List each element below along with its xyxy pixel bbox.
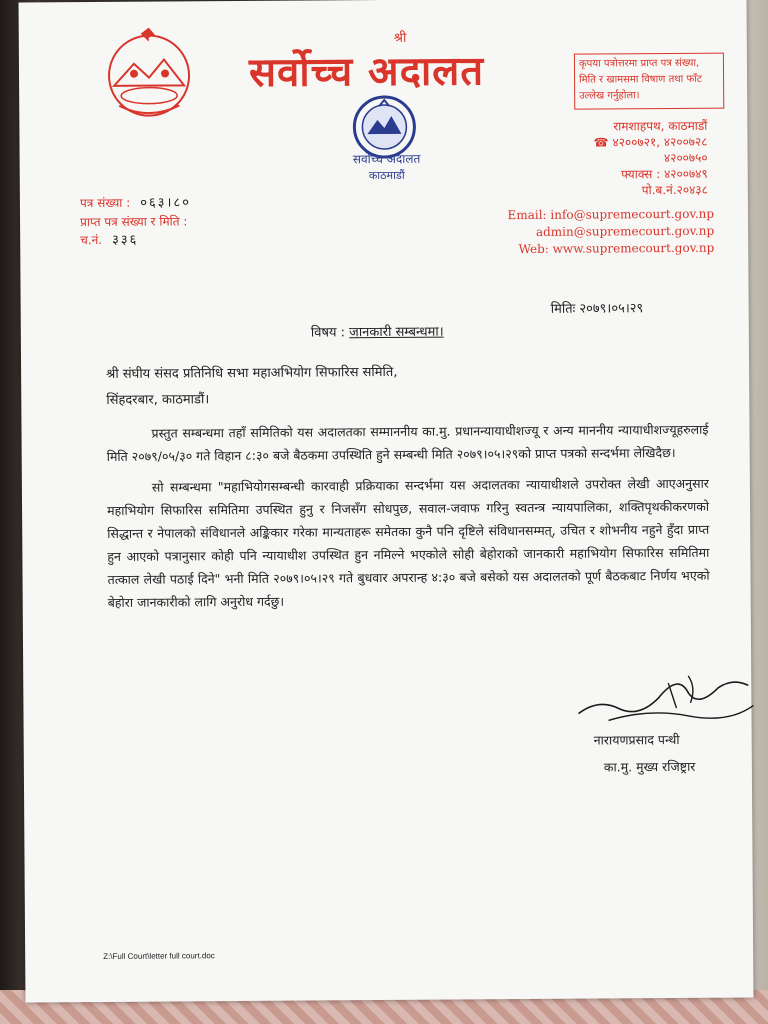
reference-block (80, 193, 191, 250)
paragraph-2: सो सम्बन्धमा "महाभियोगसम्बन्धी कारवाही प्रक्रियाका सन्दर्भमा यस अदालतका न्यायाधीशले उपरोक्त लेखी आएअनुसार महाभियोग सिफारिस समितिमा उपस्थित हुनु र निजसँग सोधपुछ, सवाल-जवाफ गरिनु स्वतन्त्र न्यायपालिका, शक्तिपृथकीकरणको सिद्धान्त र नेपालको संविधानले अङ्किकार गरेका मान्यताहरू समेतका कुनै पनि दृष्टिले संविधानसम्मत्, उचित र शोभनीय नहुने हुँदा प्राप्त हुन आएको पत्रानुसार कोही पनि न्यायाधीश उपस्थित हुन नमिल्ने भएकोले सोही बेहोराको जानकारी महाभियोग सिफारिस समितिमा तत्काल लेखी पठाई दिने" भनी मिति २०७९।०५।२९ गते बुधवार अपरान्ह ४:३० बजे बसेको यस अदालतको पूर्ण बैठकबाट निर्णय भएको बेहोरा जानकारीको लागि अनुरोध गर्दछु। (107, 475, 710, 610)
telephone-icon: ☎ (593, 135, 609, 150)
letter-number-value: ०६३।८० (140, 195, 192, 211)
logo-court-name: सर्वोच्च अदालत (352, 151, 421, 167)
po-box: पो.ब.नं.२०४३८ (641, 182, 708, 198)
cn-value: ३३६ (112, 232, 139, 248)
nepal-emblem-icon (89, 25, 210, 122)
recipient-line-1: श्री संघीय संसद प्रतिनिधि सभा महाअभियोग सिफारिस समिति, (106, 364, 398, 382)
cn-label: च.नं. (80, 232, 103, 248)
recipient-line-2: सिंहदरबार, काठमाडौं। (106, 392, 210, 408)
letter-body (106, 418, 709, 622)
logo-city: काठमाडौं (368, 168, 405, 183)
signer-title: का.मु. मुख्य रजिष्ट्रार (603, 758, 696, 775)
email-web-block (507, 206, 714, 258)
letter-paper (19, 0, 754, 1003)
court-title: सर्वोच्च अदालत (248, 47, 485, 96)
handwritten-signature (568, 667, 758, 728)
phone-number-2: ४२००७५० (663, 150, 708, 166)
email-info: Email: info@supremecourt.gov.np (507, 206, 715, 223)
address: रामशाहपथ, काठमाडौं (613, 118, 708, 134)
contact-block (593, 118, 708, 199)
reply-notice-box (574, 53, 724, 110)
letter-number-label: पत्र संख्या : (79, 195, 131, 211)
recipient-address (106, 360, 398, 414)
subject-line (311, 322, 444, 341)
notice-line: कृपया पत्रोत्तरमा प्राप्त पत्र संख्या, (578, 57, 700, 70)
letter-date: मितिः २०७९।०५।२९ (550, 301, 644, 317)
signer-name: नारायणप्रसाद पन्थी (593, 731, 680, 748)
paragraph-1: प्रस्तुत सम्बन्धमा तहाँ समितिको यस अदालतका सम्माननीय का.मु. प्रधानन्यायाधीशज्यू र अन्य माननीय न्यायाधीशज्यूहरुलाई मिति २०७९/०५/३० गते विहान ८:३० बजे बैठकमा उपस्थिति हुने सम्बन्धी मिति २०७९।०५।२९को प्राप्त पत्रको सन्दर्भमा लेखिदैछ। (106, 421, 709, 464)
subject-text: जानकारी सम्बन्धमा। (349, 324, 444, 341)
phone-numbers: ४२००७२१, ४२००७२८ (612, 134, 708, 150)
website: Web: www.supremecourt.gov.np (518, 240, 715, 257)
subject-label: विषय : (310, 325, 346, 341)
fax-number: फ्याक्स : ४२००७४९ (621, 166, 708, 182)
shree-label: श्री (393, 30, 407, 46)
received-letter-label: प्राप्त पत्र संख्या र मिति : (80, 214, 188, 230)
email-admin: admin@supremecourt.gov.np (535, 223, 715, 239)
notice-line: उल्लेख गर्नुहोला। (579, 90, 640, 102)
notice-line: मिति र खामसमा विषाण तथा फाँट (579, 73, 702, 86)
file-path-footer: Z:\Full Court\letter full court.doc (103, 951, 215, 961)
